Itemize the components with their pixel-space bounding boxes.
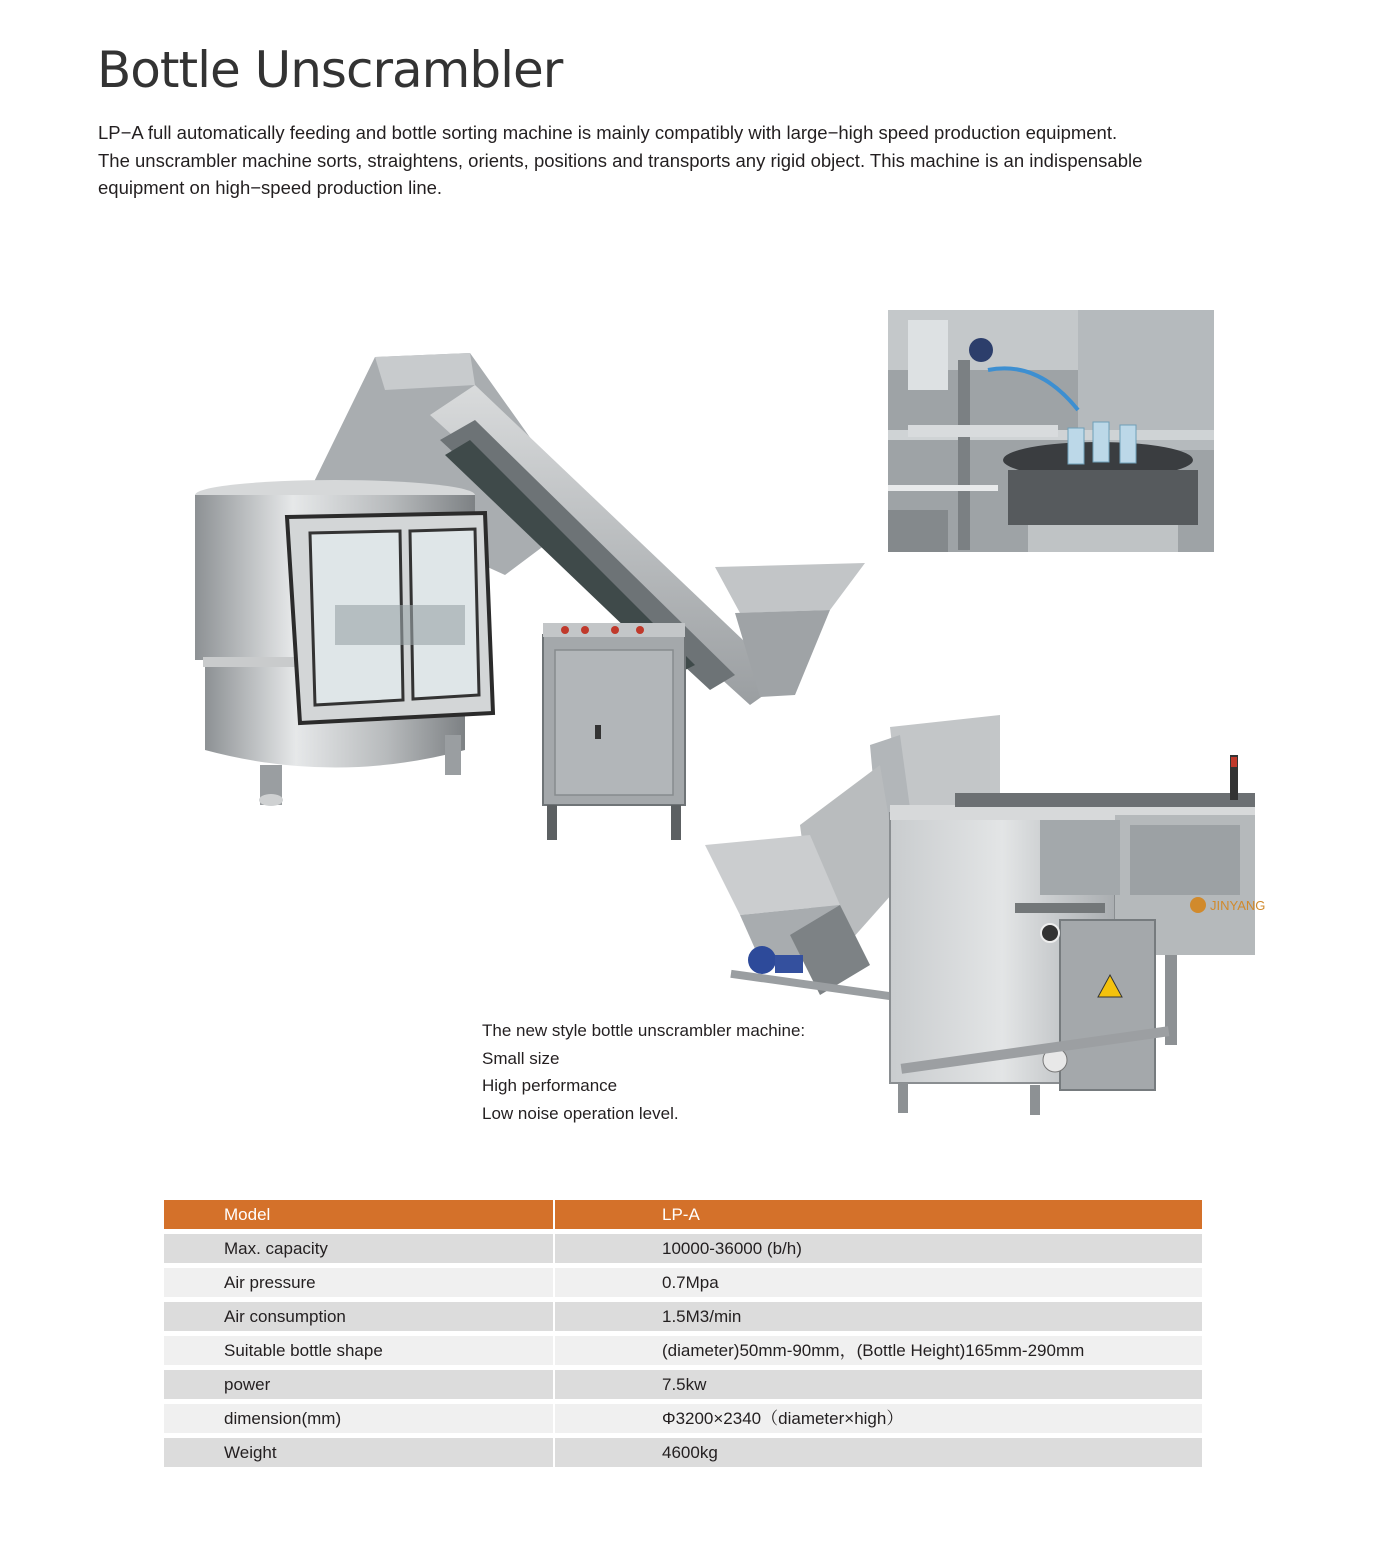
table-row [164,1268,1202,1297]
table-value-cell: 4600kg [555,1438,1202,1467]
table-header-cell: Model [164,1200,553,1229]
spec-table [164,1200,1202,1472]
table-row [164,1404,1202,1433]
bottle-feeding-detail-photo [888,310,1214,552]
table-row [164,1336,1202,1365]
caption-line: Low noise operation level. [482,1103,679,1123]
table-header-cell: LP-A [555,1200,1202,1229]
table-row [164,1438,1202,1467]
page-title: Bottle Unscrambler [97,41,563,99]
machine-caption [482,1017,805,1127]
table-label-cell: Air consumption [164,1302,553,1331]
intro-text [98,119,1298,202]
caption-line: The new style bottle unscrambler machine: [482,1021,806,1040]
intro-line: equipment on high−speed production line. [98,177,443,198]
table-row [164,1370,1202,1399]
table-label-cell: dimension(mm) [164,1404,553,1433]
table-label-cell: power [164,1370,553,1399]
table-label-cell: Suitable bottle shape [164,1336,553,1365]
table-value-cell: 1.5M3/min [555,1302,1202,1331]
table-value-cell: 0.7Mpa [555,1268,1202,1297]
intro-line: The unscrambler machine sorts, straightens, orients, positions and transports any rigid object. This machine is an indispensable [98,149,1143,171]
table-value-cell: 10000-36000 (b/h) [555,1234,1202,1263]
table-row [164,1234,1202,1263]
caption-line: Small size [482,1048,560,1068]
caption-line: High performance [482,1076,618,1095]
table-label-cell: Max. capacity [164,1234,553,1263]
table-label-cell: Weight [164,1438,553,1467]
table-value-cell: 7.5kw [555,1370,1202,1399]
brand-logo: JINYANG [1210,898,1266,913]
intro-line: LP−A full automatically feeding and bottle sorting machine is mainly compatibly with large−high speed production equipment. [98,122,1118,143]
table-value-cell: Φ3200×2340（diameter×high） [555,1404,1202,1433]
table-header-row [164,1200,1202,1229]
table-value-cell: (diameter)50mm-90mm，(Bottle Height)165mm-290mm [555,1336,1202,1365]
table-label-cell: Air pressure [164,1268,553,1297]
table-row [164,1302,1202,1331]
